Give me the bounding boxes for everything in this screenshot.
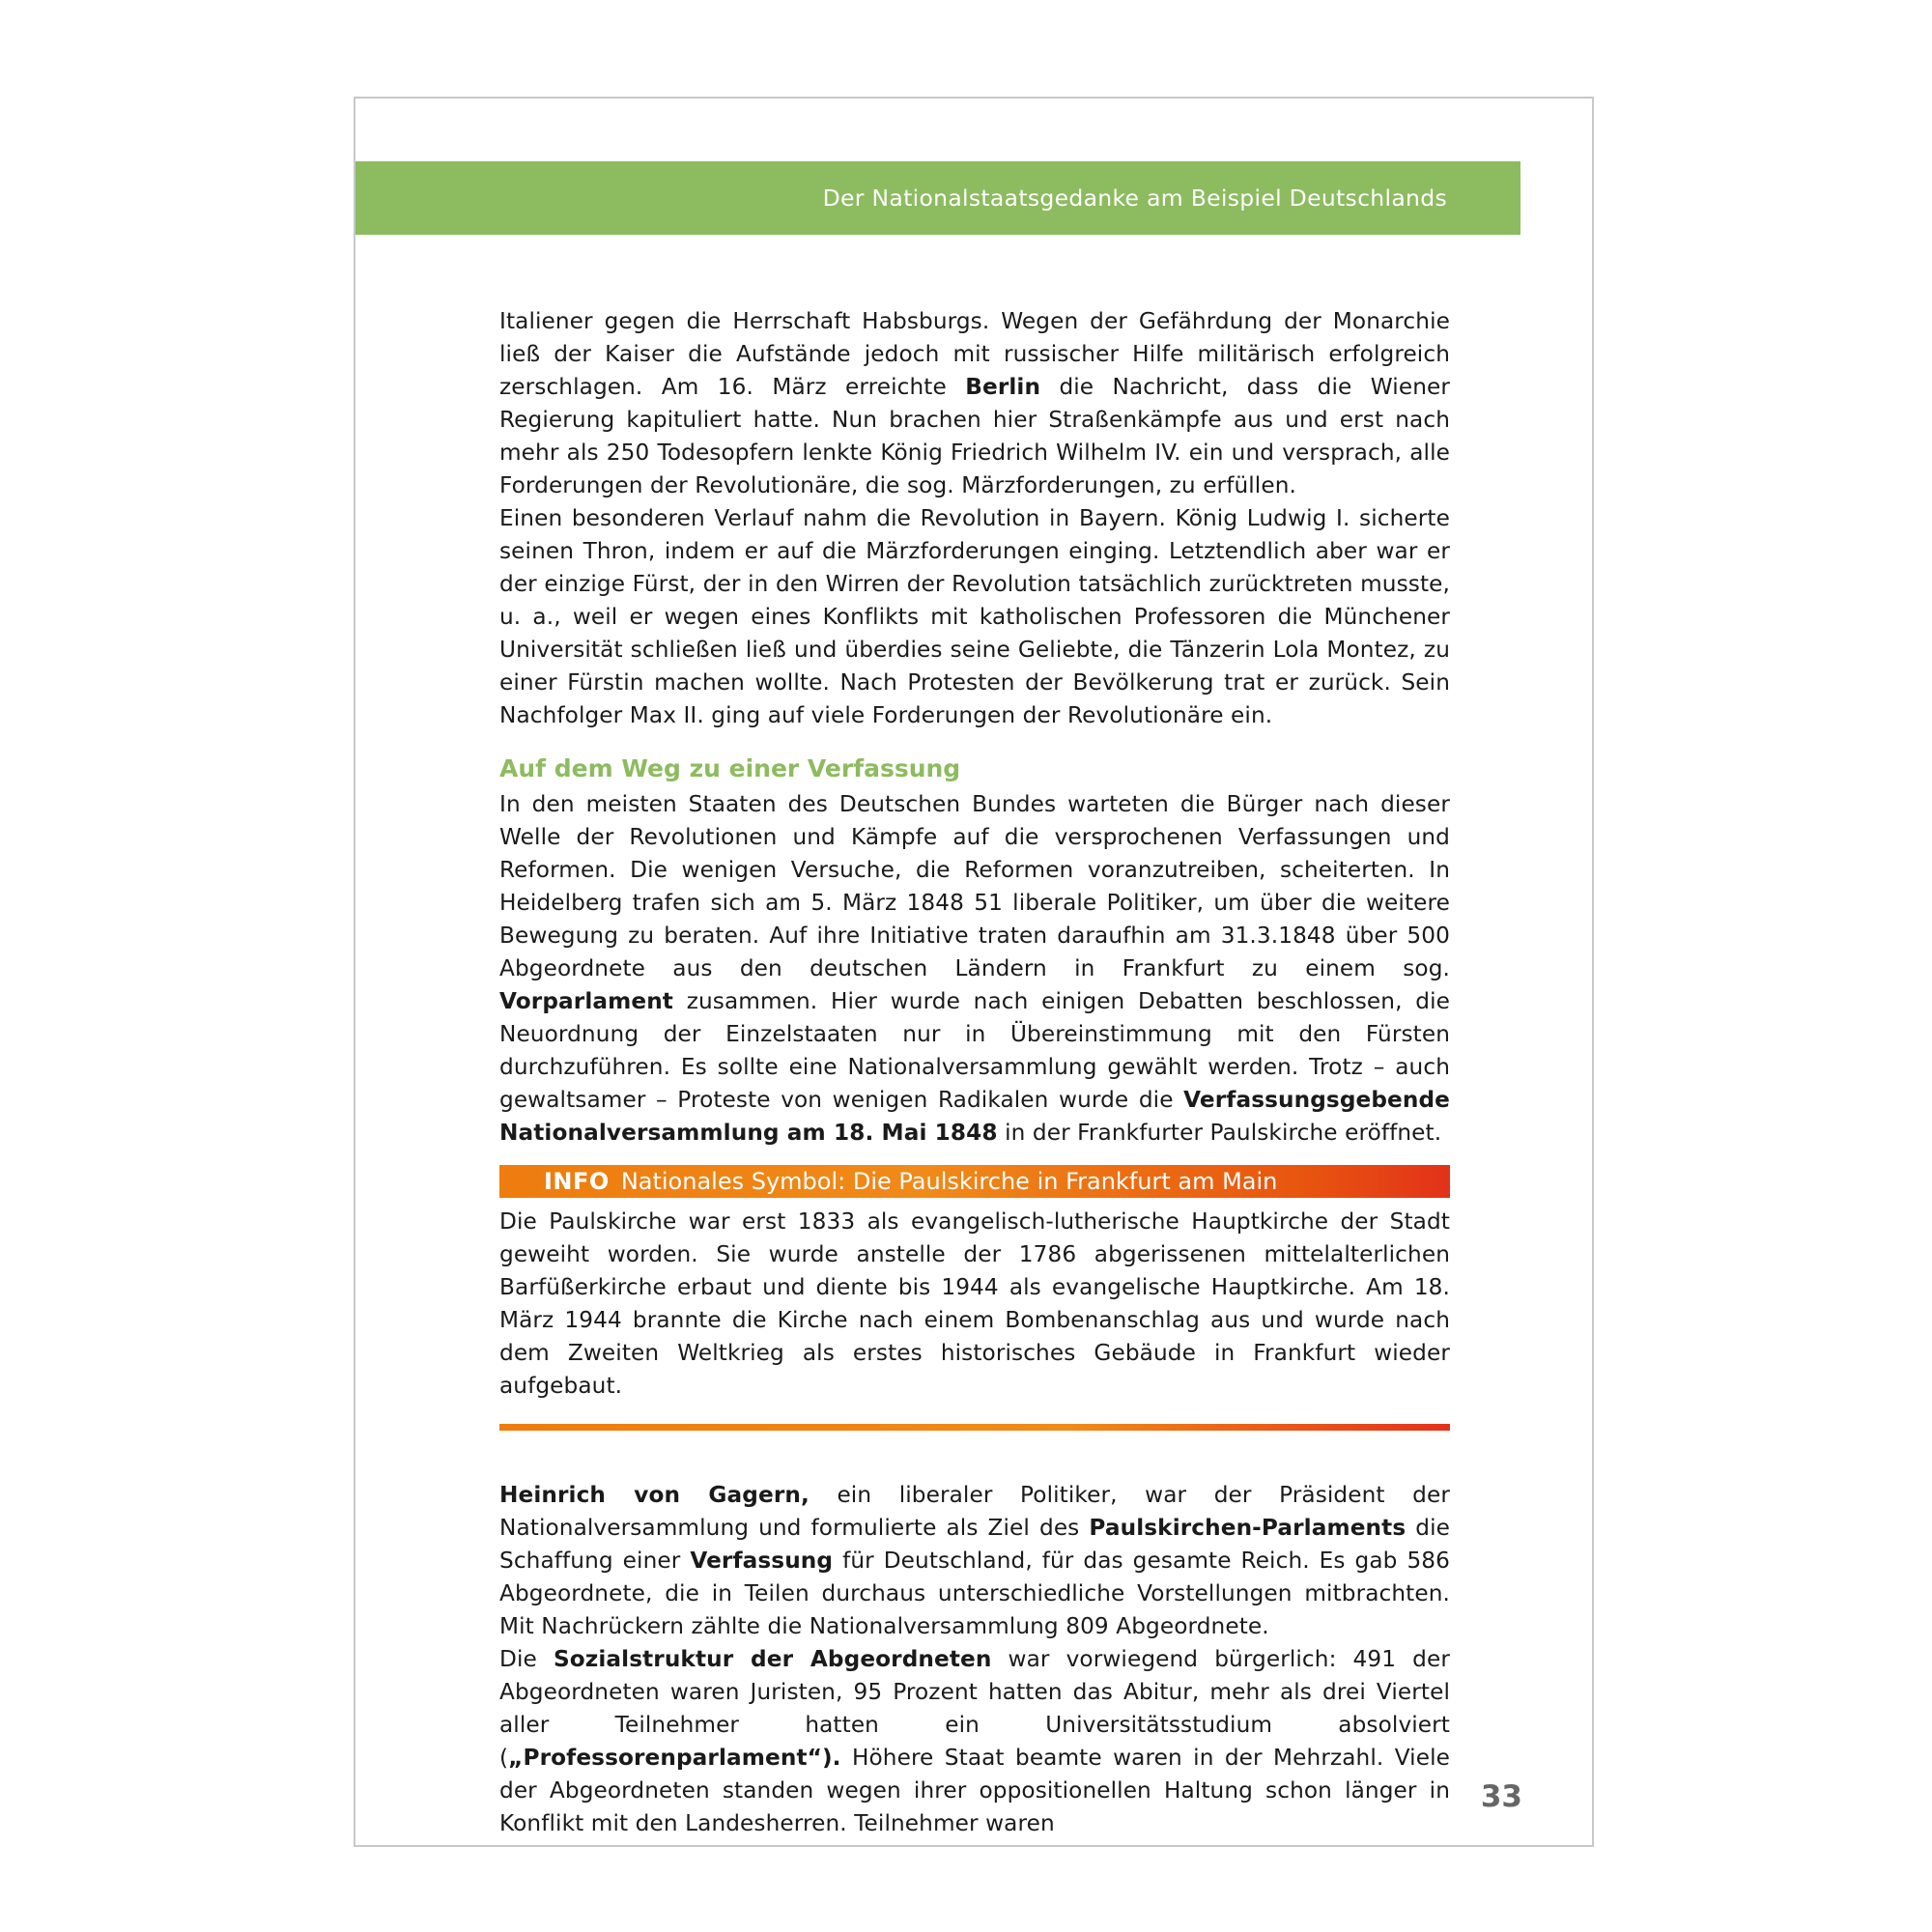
bold-term-paulskirchen-parlament: Paulskirchen-Parlaments <box>1089 1515 1406 1541</box>
intro-paragraph-2: Einen besonderen Verlauf nahm die Revolution in Bayern. König Ludwig I. sicherte seinen Thron, indem er auf die Märzforderungen einging. Letztendlich aber war er der einzige Fürst, der in den Wirren der Revolution tatsächlich zurücktreten musste, u. a., weil er wegen eines Konflikts mit katholischen Professoren die Münchener Universität schließen ließ und überdies seine Geliebte, die Tänzerin Lola Montez, zu einer Fürstin machen wollte. Nach Protesten der Bevölkerung trat er zurück. Sein Nachfolger Max II. ging auf viele Forderungen der Revolutionäre ein. <box>499 505 1450 728</box>
text-run: in der Frankfurter Paulskirche eröffnet. <box>997 1120 1442 1146</box>
bold-term-professorenparlament: „Professorenparlament“). <box>508 1745 841 1771</box>
section-paragraph <box>499 788 1450 1150</box>
info-label: INFO <box>544 1168 610 1195</box>
text-run: ein liberaler Politiker, war der Präsident der Nationalversammlung und formulierte als Ziel des <box>499 1482 1450 1541</box>
text-run: Italiener gegen die Herrschaft Habsburgs. Wegen der Gefährdung der Monarchie ließ der Kaiser die Aufstände jedoch mit russischer Hilfe militärisch erfolgreich zerschlagen. Am 16. März erreichte <box>499 308 1450 400</box>
text-run: war vorwiegend bürgerlich: 491 der Abgeordneten waren Juristen, 95 Prozent hatten das Abitur, mehr als drei Viertel aller Teilnehmer hatten ein Universitätsstudium absolviert ( <box>499 1646 1450 1771</box>
info-box <box>499 1165 1450 1431</box>
bold-term-sozialstruktur: Sozialstruktur der Abgeordneten <box>553 1646 992 1672</box>
info-bottom-rule <box>499 1424 1450 1431</box>
text-run: In den meisten Staaten des Deutschen Bundes warteten die Bürger nach dieser Welle der Revolutionen und Kämpfe auf die versprochenen Verfassungen und Reformen. Die wenigen Versuche, die Reformen voranzutreiben, scheiterten. In Heidelberg trafen sich am 5. März 1848 51 liberale Politiker, um über die weitere Bewegung zu beraten. Auf ihre Initiative traten daraufhin am 31.3.1848 über 500 Abgeordnete aus den deutschen Ländern in Frankfurt zu einem sog. <box>499 791 1450 981</box>
text-run: Die <box>499 1646 554 1672</box>
chapter-title: Der Nationalstaatsgedanke am Beispiel Deutschlands <box>822 185 1447 212</box>
bold-term-vorparlament: Vorparlament <box>499 988 673 1014</box>
bold-term-nationalversammlung: Verfassungsgebende Nationalversammlung am 18. Mai 1848 <box>499 1087 1450 1146</box>
info-title-bar <box>499 1165 1450 1198</box>
text-run: Höhere Staat beamte waren in der Mehrzahl. Viele der Abgeordneten standen wegen ihrer oppositionellen Haltung schon länger in Konflikt mit den Landesherren. Teilnehmer waren <box>499 1745 1450 1836</box>
closing-paragraph-1 <box>499 1479 1450 1643</box>
text-run: die Nachricht, dass die Wiener Regierung kapituliert hatte. Nun brachen hier Straßenkämpfe aus und erst nach mehr als 250 Todesopfern lenkte König Friedrich Wilhelm IV. ein und versprach, alle Forderungen der Revolutionäre, die sog. Märzforderungen, zu erfüllen. <box>499 374 1450 498</box>
text-run: die Schaffung einer <box>499 1515 1450 1574</box>
closing-paragraph-2 <box>499 1643 1450 1840</box>
chapter-header-bar <box>355 161 1520 235</box>
info-text: Die Paulskirche war erst 1833 als evangelisch-lutherische Hauptkirche der Stadt geweiht worden. Sie wurde anstelle der 1786 abgerissenen mittelalterlichen Barfüßerkirche erbaut und diente bis 1944 als evangelische Hauptkirche. Am 18. März 1944 brannte die Kirche nach einem Bombenanschlag aus und wurde nach dem Zweiten Weltkrieg als erstes historisches Gebäude in Frankfurt wieder aufgebaut. <box>499 1208 1450 1399</box>
text-run: für Deutschland, für das gesamte Reich. Es gab 586 Abgeordnete, die in Teilen durchaus unterschiedliche Vorstellungen mitbrachten. Mit Nachrückern zählte die Nationalversammlung 809 Abgeordnete. <box>499 1548 1451 1639</box>
info-title: Nationales Symbol: Die Paulskirche in Frankfurt am Main <box>620 1168 1278 1195</box>
text-run: zusammen. Hier wurde nach einigen Debatten beschlossen, die Neuordnung der Einzelstaaten nur in Übereinstimmung mit den Fürsten durchzuführen. Es sollte eine Nationalversammlung gewählt werden. Trotz – auch gewaltsamer – Proteste von wenigen Radikalen wurde die <box>499 988 1450 1113</box>
document-page <box>354 97 1594 1847</box>
bold-term-verfassung: Verfassung <box>690 1548 834 1574</box>
section-heading: Auf dem Weg zu einer Verfassung <box>499 754 961 782</box>
bold-term-berlin: Berlin <box>965 374 1041 400</box>
page-content <box>499 305 1450 1840</box>
intro-paragraph-1 <box>499 305 1450 502</box>
closing-section <box>499 1479 1450 1840</box>
page-number: 33 <box>1480 1779 1522 1814</box>
bold-term-gagern: Heinrich von Gagern, <box>499 1482 810 1508</box>
